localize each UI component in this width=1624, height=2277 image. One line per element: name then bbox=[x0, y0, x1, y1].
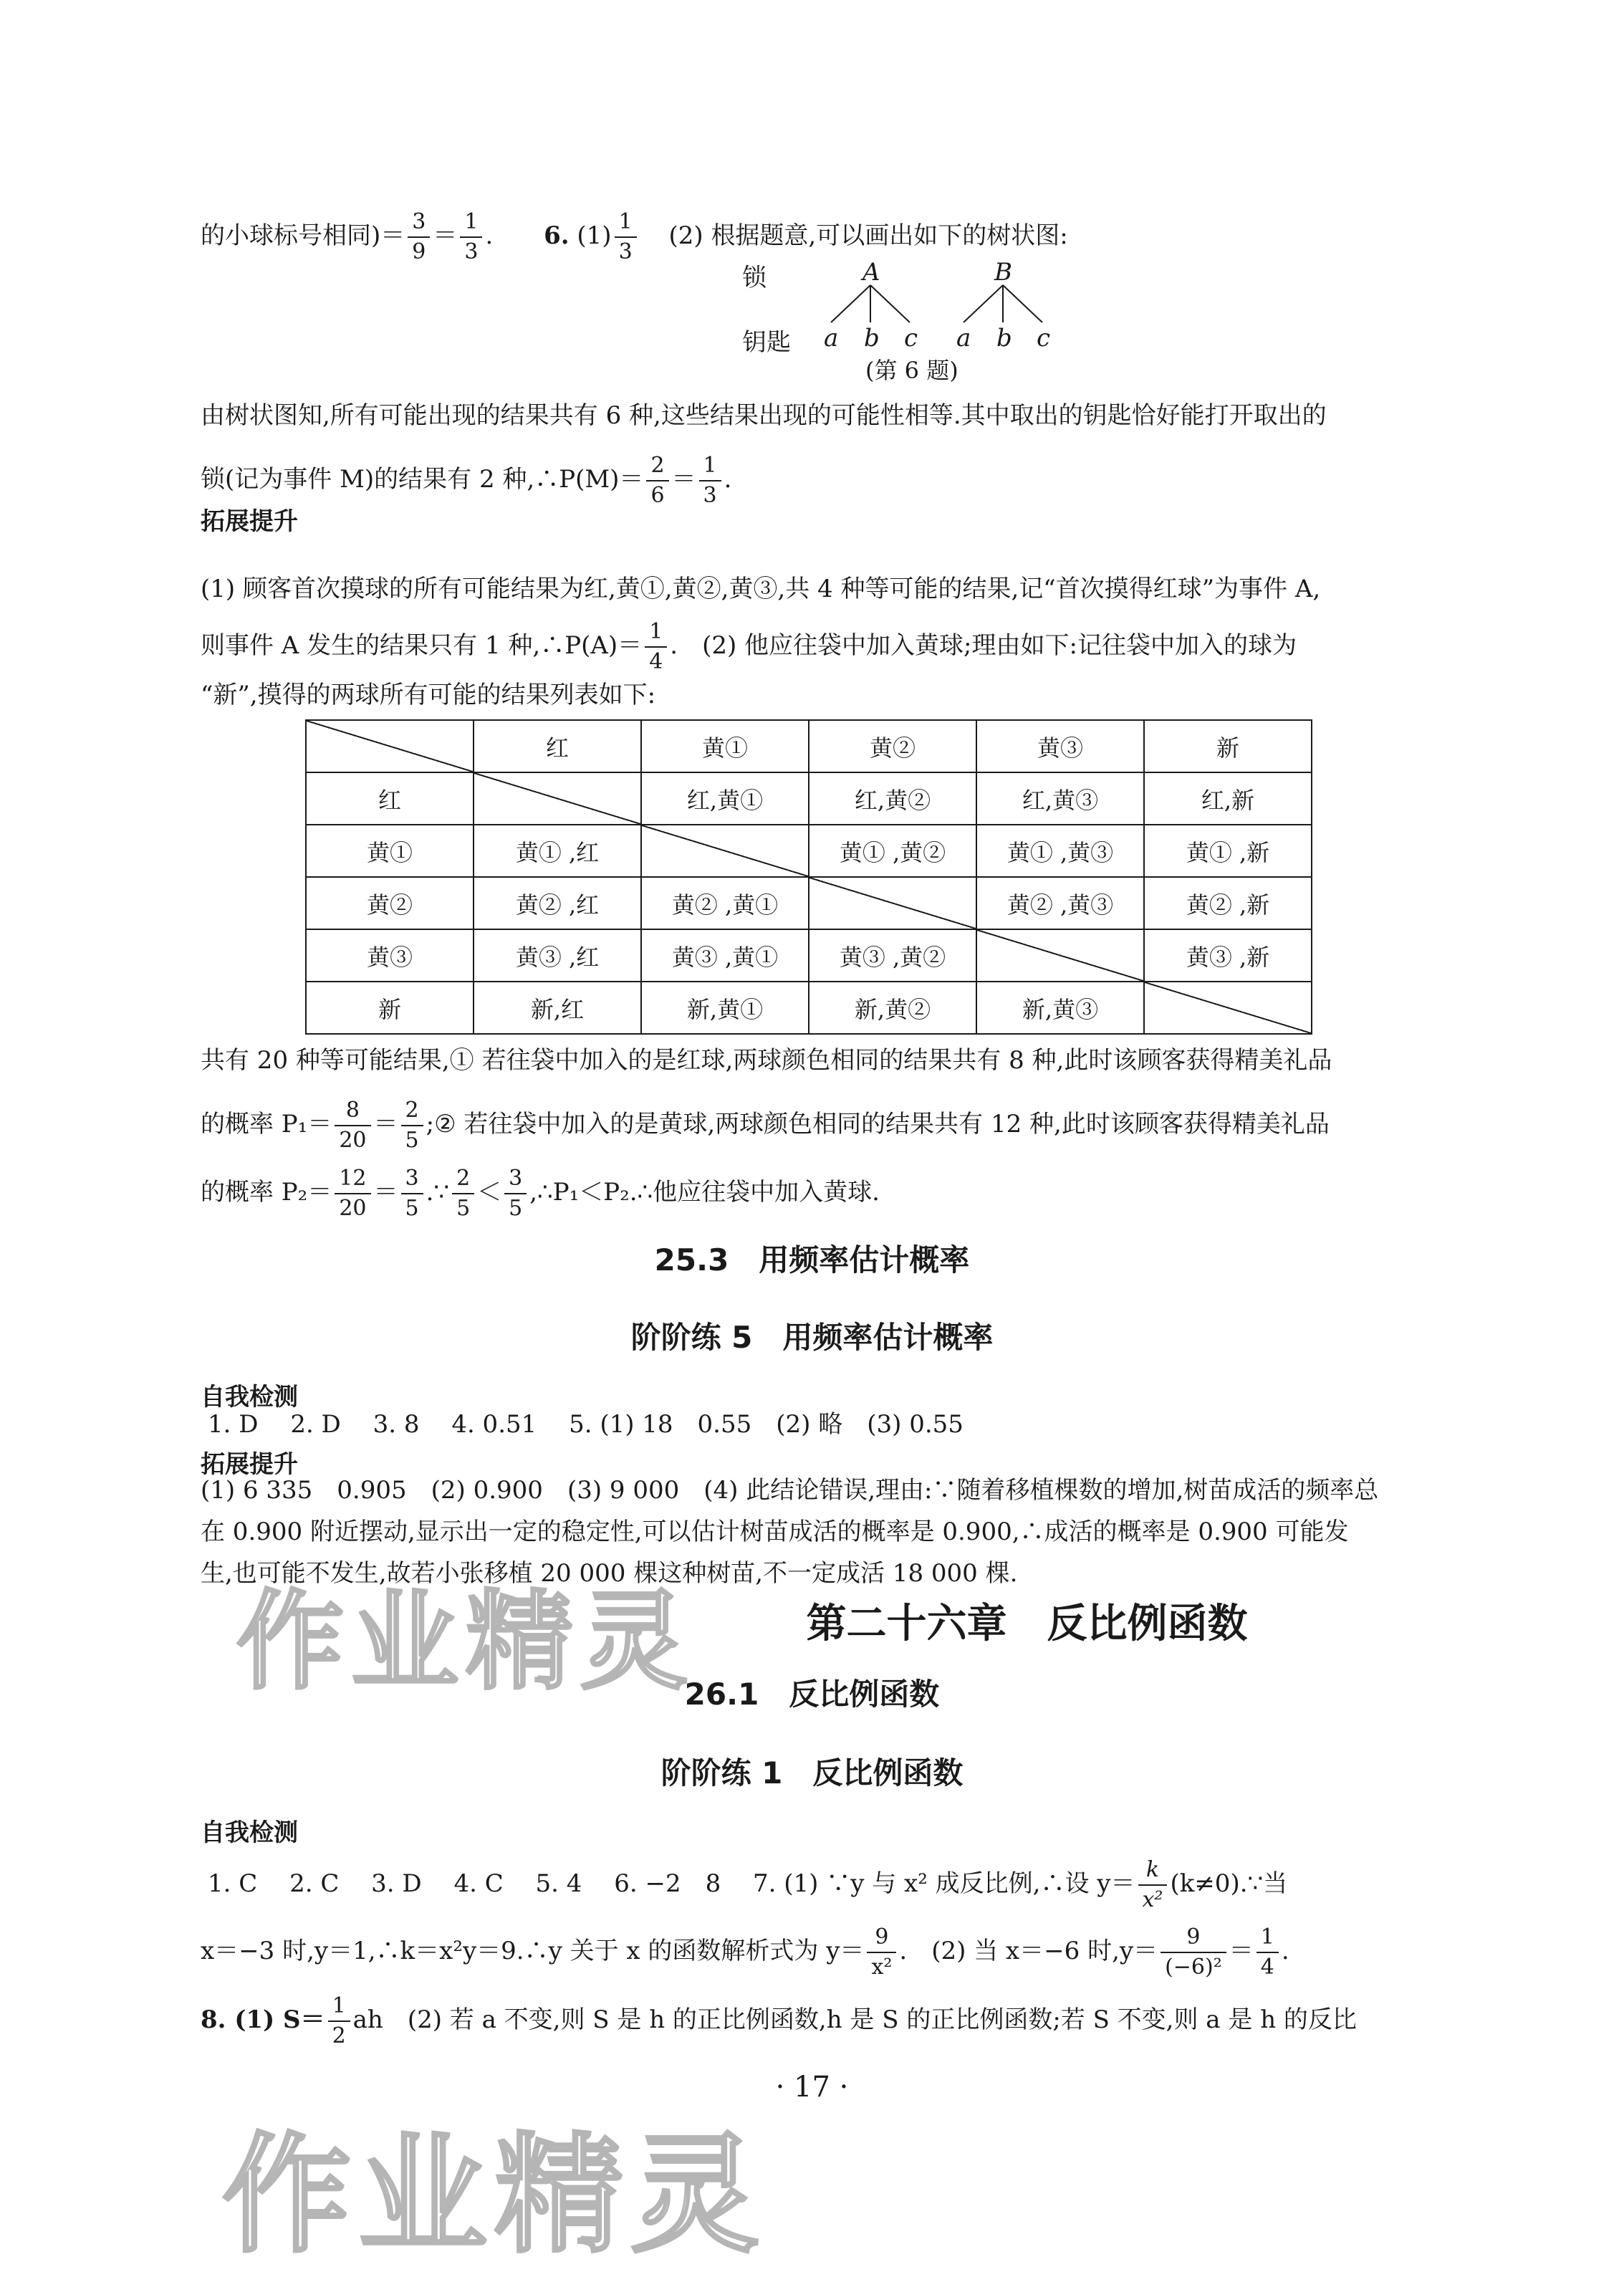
table-cell: 黄② ,新 bbox=[1144, 877, 1312, 929]
answer-line-9: 的概率 P₂＝ $\frac{12}{20}$ ＝ $\frac{3}{5}$ .∵ $\frac{2}{5}$ ＜ $\frac{3}{5}$ ,∴P₁＜P₂.∴他应往袋中加入黄球. bbox=[201, 1164, 1418, 1223]
table-diag-cell bbox=[641, 825, 809, 877]
answer-line-15: 8. (1) S＝ $\frac{1}{2}$ ah (2) 若 a 不变,则 S 是 h 的正比例函数,h 是 S 的正比例函数;若 S 不变,则 a 是 h 的反比 bbox=[201, 1992, 1418, 2051]
branch bbox=[831, 285, 870, 322]
fraction: $\frac{9}{\text{x²}}$ bbox=[867, 1923, 896, 1982]
table-cell: 黄① ,新 bbox=[1144, 825, 1312, 877]
fraction: $\frac{8}{20}$ bbox=[335, 1096, 370, 1155]
fraction: $\frac{1}{4}$ bbox=[645, 618, 667, 676]
fraction: $\frac{9}{\text{(−6)²}}$ bbox=[1161, 1923, 1226, 1982]
table-cell: 黄① ,黄③ bbox=[976, 825, 1144, 877]
answer-line-13: 1. C 2. C 3. D 4. C 5. 4 6. −2 8 7. (1) ∵y 与 x² 成反比例,∴设 y＝ $\frac{k}{\text{x²}}$ (k≠0).∵当 bbox=[208, 1856, 1426, 1914]
fraction: $\frac{3}{5}$ bbox=[504, 1164, 527, 1223]
fraction: $\frac{2}{5}$ bbox=[452, 1164, 474, 1223]
table-cell: 黄② bbox=[306, 877, 474, 929]
tree-leaf: c bbox=[904, 324, 918, 353]
tree-leaf: c bbox=[1037, 324, 1051, 353]
answer-line-14: x＝−3 时,y＝1,∴k＝x²y＝9.∴y 关于 x 的函数解析式为 y＝ $\frac{9}{\text{x²}}$ . (2) 当 x＝−6 时,y＝ $\frac{9}{\text{(−6)²}}$ ＝ $\frac{1}{4}$ . bbox=[201, 1923, 1418, 1982]
branch bbox=[964, 285, 1003, 322]
tree-node-b: B bbox=[994, 258, 1012, 287]
answer-line-5: 则事件 A 发生的结果只有 1 种,∴P(A)＝ $\frac{1}{4}$ . (2) 他应往袋中加入黄球;理由如下:记往袋中加入的球为 bbox=[201, 618, 1418, 676]
table-cell: 新,黄③ bbox=[976, 982, 1144, 1034]
answer-line-1: 的小球标号相同)＝ $\frac{3}{9}$ ＝ $\frac{1}{3}$ . 6. (1) $\frac{1}{3}$ (2) 根据题意,可以画出如下的树状图: bbox=[201, 208, 1418, 267]
table-row bbox=[306, 877, 1312, 929]
table-diag-cell bbox=[474, 772, 641, 825]
table-row bbox=[306, 982, 1312, 1034]
table-header-row bbox=[306, 720, 1312, 772]
tree-node-a: A bbox=[863, 258, 880, 287]
fraction: $\frac{2}{5}$ bbox=[401, 1096, 423, 1155]
table-cell: 黄③ ,新 bbox=[1144, 929, 1312, 982]
table-corner-cell bbox=[306, 720, 474, 772]
table-header-cell: 黄③ bbox=[976, 720, 1144, 772]
fraction: $\frac{2}{6}$ bbox=[646, 451, 668, 510]
table-row bbox=[306, 772, 1312, 825]
answer-line-2: 由树状图知,所有可能出现的结果共有 6 种,这些结果出现的可能性相等.其中取出的钥匙恰好能打开取出的 bbox=[201, 401, 1327, 430]
table-header-cell: 黄② bbox=[809, 720, 976, 772]
section-title-jiejielian-1: 阶阶练 1 反比例函数 bbox=[660, 1755, 964, 1791]
fraction: $\frac{3}{9}$ bbox=[408, 208, 430, 267]
answer-line-10: (1) 6 335 0.905 (2) 0.900 (3) 9 000 (4) 此结论错误,理由:∵随着移植棵数的增加,树苗成活的频率总 bbox=[201, 1476, 1379, 1505]
table-cell: 新,黄① bbox=[641, 982, 809, 1034]
answer-line-12: 生,也可能不发生,故若小张移植 20 000 棵这种树苗,不一定成活 18 000 棵. bbox=[201, 1559, 1018, 1588]
table-header-cell: 黄① bbox=[641, 720, 809, 772]
section-title-jiejielian-5: 阶阶练 5 用频率估计概率 bbox=[630, 1320, 994, 1355]
table-cell: 红 bbox=[306, 772, 474, 825]
table-cell: 黄② ,黄① bbox=[641, 877, 809, 929]
watermark: 作业精灵 bbox=[236, 1580, 696, 1705]
answers-line-1: 1. D 2. D 3. 8 4. 0.51 5. (1) 18 0.55 (2) 略 (3) 0.55 bbox=[208, 1410, 964, 1439]
tree-row2-label: 钥匙 bbox=[742, 328, 791, 357]
tree-row1-label: 锁 bbox=[742, 264, 767, 292]
answer-line-11: 在 0.900 附近摆动,显示出一定的稳定性,可以估计树苗成活的概率是 0.900,∴成活的概率是 0.900 可能发 bbox=[201, 1518, 1349, 1546]
answer-line-3: 锁(记为事件 M)的结果有 2 种,∴P(M)＝ $\frac{2}{6}$ ＝ $\frac{1}{3}$ . bbox=[201, 451, 1418, 510]
branch bbox=[1003, 285, 1042, 322]
table-cell: 黄③ bbox=[306, 929, 474, 982]
table-cell: 新,红 bbox=[474, 982, 641, 1034]
table-diag-cell bbox=[1144, 982, 1312, 1034]
table-cell: 黄① bbox=[306, 825, 474, 877]
table-cell: 黄① ,红 bbox=[474, 825, 641, 877]
page-number: · 17 · bbox=[775, 2071, 849, 2104]
answer-line-4: (1) 顾客首次摸球的所有可能结果为红,黄①,黄②,黄③,共 4 种等可能的结果,记“首次摸得红球”为事件 A, bbox=[201, 575, 1321, 603]
heading-ziwojiance: 自我检测 bbox=[201, 1818, 298, 1847]
tree-leaf: a bbox=[824, 324, 839, 353]
fraction: $\frac{k}{\text{x²}}$ bbox=[1138, 1856, 1168, 1914]
watermark: 作业精灵 bbox=[222, 2121, 767, 2271]
tree-leaf: b bbox=[996, 324, 1012, 353]
fraction: $\frac{1}{3}$ bbox=[460, 208, 482, 267]
fraction: $\frac{1}{3}$ bbox=[615, 208, 637, 267]
fraction: $\frac{1}{4}$ bbox=[1257, 1923, 1279, 1982]
fraction: $\frac{3}{5}$ bbox=[401, 1164, 423, 1223]
table-cell: 新 bbox=[306, 982, 474, 1034]
tree-leaf: b bbox=[864, 324, 880, 353]
table-cell: 红,黄① bbox=[641, 772, 809, 825]
chapter-title-26: 第二十六章 反比例函数 bbox=[806, 1600, 1248, 1647]
table-cell: 红,黄② bbox=[809, 772, 976, 825]
table-header-cell: 新 bbox=[1144, 720, 1312, 772]
table-row bbox=[306, 929, 1312, 982]
table-cell: 新,黄② bbox=[809, 982, 976, 1034]
fraction: $\frac{1}{3}$ bbox=[699, 451, 721, 510]
table-diag-cell bbox=[809, 877, 976, 929]
answer-line-8: 的概率 P₁＝ $\frac{8}{20}$ ＝ $\frac{2}{5}$ ;② 若往袋中加入的是黄球,两球颜色相同的结果共有 12 种,此时该顾客获得精美礼品 bbox=[201, 1096, 1418, 1155]
tree-leaf: a bbox=[956, 324, 971, 353]
table-cell: 黄① ,黄② bbox=[809, 825, 976, 877]
table-cell: 黄② ,黄③ bbox=[976, 877, 1144, 929]
heading-ziwojiance: 自我检测 bbox=[201, 1383, 298, 1411]
table-cell: 黄③ ,黄① bbox=[641, 929, 809, 982]
tree-caption: (第 6 题) bbox=[865, 357, 958, 384]
fraction: $\frac{1}{2}$ bbox=[328, 1992, 350, 2051]
answer-line-6: “新”,摸得的两球所有可能的结果列表如下: bbox=[201, 681, 656, 709]
table-cell: 红,黄③ bbox=[976, 772, 1144, 825]
table-cell: 红,新 bbox=[1144, 772, 1312, 825]
section-title-26-1: 26.1 反比例函数 bbox=[684, 1677, 940, 1712]
answer-line-7: 共有 20 种等可能结果,① 若往袋中加入的是红球,两球颜色相同的结果共有 8 种,此时该顾客获得精美礼品 bbox=[201, 1046, 1332, 1075]
tree-diagram bbox=[738, 258, 1139, 384]
table-cell: 黄③ ,黄② bbox=[809, 929, 976, 982]
section-title-25-3: 25.3 用频率估计概率 bbox=[654, 1242, 970, 1277]
table-cell: 黄② ,红 bbox=[474, 877, 641, 929]
heading-tuozhan: 拓展提升 bbox=[201, 507, 298, 536]
table-row bbox=[306, 825, 1312, 877]
branch bbox=[870, 285, 910, 322]
table-header-cell: 红 bbox=[474, 720, 641, 772]
heading-tuozhan: 拓展提升 bbox=[201, 1450, 298, 1479]
fraction: $\frac{12}{20}$ bbox=[335, 1164, 370, 1223]
table-diag-cell bbox=[976, 929, 1144, 982]
table-cell: 黄③ ,红 bbox=[474, 929, 641, 982]
outcomes-table bbox=[305, 719, 1312, 1035]
